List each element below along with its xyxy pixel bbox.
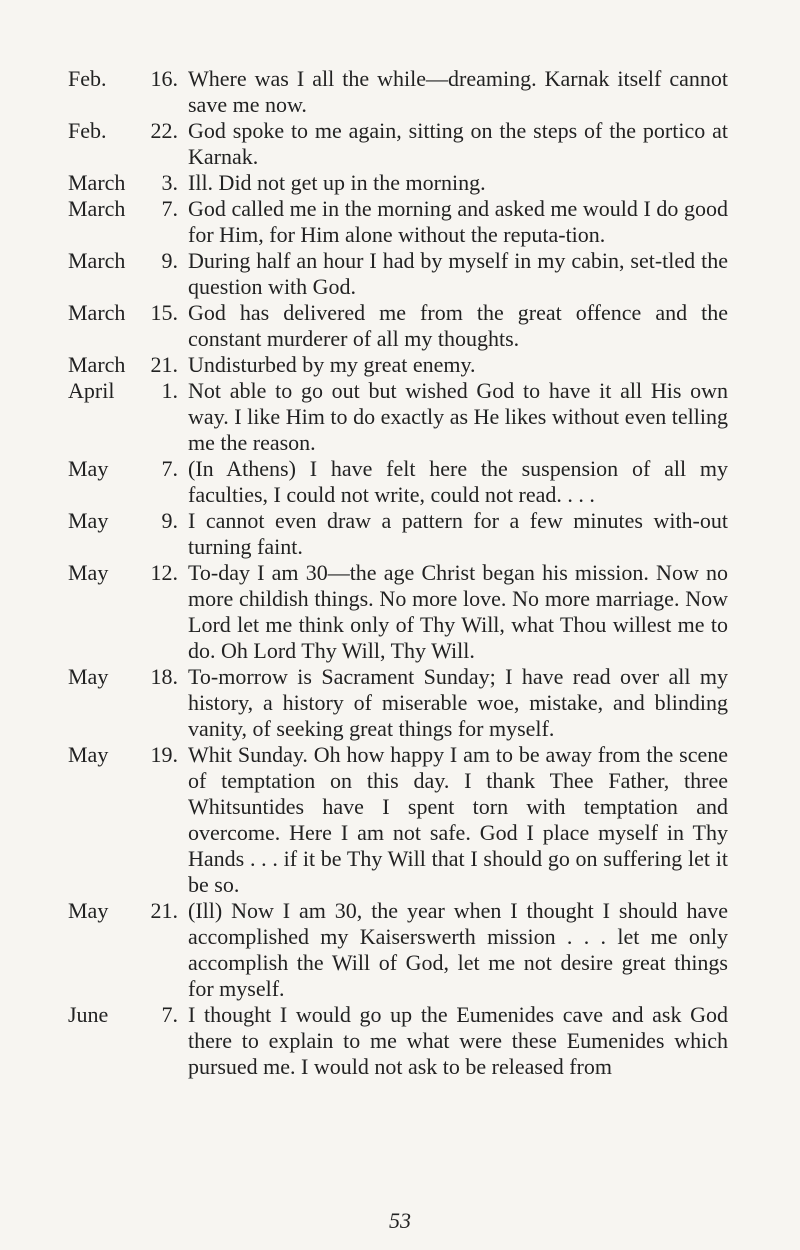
entry-date xyxy=(68,742,188,768)
entry-day: 18. xyxy=(150,664,178,689)
diary-entry xyxy=(68,1002,728,1080)
entry-date xyxy=(68,300,188,326)
entry-date xyxy=(68,664,188,690)
entry-date xyxy=(68,378,188,404)
entry-month: March xyxy=(68,170,126,195)
entry-month: April xyxy=(68,378,115,403)
entry-text: I cannot even draw a pattern for a few minutes with-out turning faint. xyxy=(188,508,728,559)
entry-day: 1. xyxy=(161,378,178,403)
entry-date xyxy=(68,170,188,196)
entry-month: May xyxy=(68,742,109,767)
entry-date xyxy=(68,898,188,924)
entry-date xyxy=(68,560,188,586)
entry-text: God called me in the morning and asked me would I do good for Him, for Him alone without the reputa-tion. xyxy=(188,196,728,247)
entry-day: 16. xyxy=(150,66,178,91)
diary-entry xyxy=(68,456,728,508)
entry-day: 7. xyxy=(161,456,178,481)
entry-text: Whit Sunday. Oh how happy I am to be away from the scene of temptation on this day. I thank Thee Father, three Whitsuntides have I spent torn with temptation and overcome. Here I am not safe. God I place myself in Thy Hands . . . if it be Thy Will that I should go on suffering let it be so. xyxy=(188,742,728,897)
diary-entries xyxy=(68,66,728,1080)
entry-date xyxy=(68,248,188,274)
entry-date xyxy=(68,1002,188,1028)
entry-day: 9. xyxy=(161,508,178,533)
entry-text: Ill. Did not get up in the morning. xyxy=(188,170,486,195)
entry-date xyxy=(68,118,188,144)
entry-date xyxy=(68,352,188,378)
entry-day: 3. xyxy=(161,170,178,195)
entry-month: Feb. xyxy=(68,118,107,143)
entry-day: 21. xyxy=(150,352,178,377)
entry-month: May xyxy=(68,456,109,481)
entry-day: 21. xyxy=(150,898,178,923)
entry-text: Not able to go out but wished God to have it all His own way. I like Him to do exactly as He likes without even telling me the reason. xyxy=(188,378,728,455)
entry-month: May xyxy=(68,898,109,923)
entry-text: God has delivered me from the great offence and the constant murderer of all my thoughts. xyxy=(188,300,728,351)
diary-entry xyxy=(68,664,728,742)
diary-entry xyxy=(68,300,728,352)
diary-entry xyxy=(68,560,728,664)
entry-text: (Ill) Now I am 30, the year when I thought I should have accomplished my Kaiserswerth mission . . . let me only accomplish the Will of God, let me not desire great things for myself. xyxy=(188,898,728,1001)
entry-text: I thought I would go up the Eumenides cave and ask God there to explain to me what were these Eumenides which pursued me. I would not ask to be released from xyxy=(188,1002,728,1079)
entry-month: March xyxy=(68,196,126,221)
entry-day: 7. xyxy=(161,1002,178,1027)
entry-text: Undisturbed by my great enemy. xyxy=(188,352,476,377)
diary-entry xyxy=(68,742,728,898)
entry-date xyxy=(68,508,188,534)
entry-day: 7. xyxy=(161,196,178,221)
entry-day: 9. xyxy=(161,248,178,273)
entry-month: May xyxy=(68,664,109,689)
entry-month: March xyxy=(68,248,126,273)
entry-day: 22. xyxy=(150,118,178,143)
diary-entry xyxy=(68,196,728,248)
entry-day: 15. xyxy=(150,300,178,325)
diary-entry xyxy=(68,508,728,560)
entry-date xyxy=(68,66,188,92)
entry-text: God spoke to me again, sitting on the steps of the portico at Karnak. xyxy=(188,118,728,169)
entry-month: Feb. xyxy=(68,66,107,91)
diary-entry xyxy=(68,66,728,118)
entry-month: March xyxy=(68,300,126,325)
entry-text: (In Athens) I have felt here the suspension of all my faculties, I could not write, could not read. . . . xyxy=(188,456,728,507)
entry-month: March xyxy=(68,352,126,377)
page-number: 53 xyxy=(389,1208,411,1233)
entry-text: To-morrow is Sacrament Sunday; I have read over all my history, a history of miserable woe, mistake, and blinding vanity, of seeking great things for myself. xyxy=(188,664,728,741)
diary-entry xyxy=(68,170,728,196)
diary-entry xyxy=(68,248,728,300)
diary-entry xyxy=(68,378,728,456)
entry-date xyxy=(68,196,188,222)
entry-text: Where was I all the while—dreaming. Karnak itself cannot save me now. xyxy=(188,66,728,117)
entry-day: 12. xyxy=(150,560,178,585)
diary-entry xyxy=(68,352,728,378)
entry-month: May xyxy=(68,508,109,533)
entry-date xyxy=(68,456,188,482)
entry-day: 19. xyxy=(150,742,178,767)
entry-text: To-day I am 30—the age Christ began his mission. Now no more childish things. No more love. No more marriage. Now Lord let me think only of Thy Will, what Thou willest me to do. Oh Lord Thy Will, Thy Will. xyxy=(188,560,728,663)
entry-text: During half an hour I had by myself in my cabin, set-tled the question with God. xyxy=(188,248,728,299)
entry-month: May xyxy=(68,560,109,585)
diary-entry xyxy=(68,118,728,170)
diary-entry xyxy=(68,898,728,1002)
entry-month: June xyxy=(68,1002,109,1027)
